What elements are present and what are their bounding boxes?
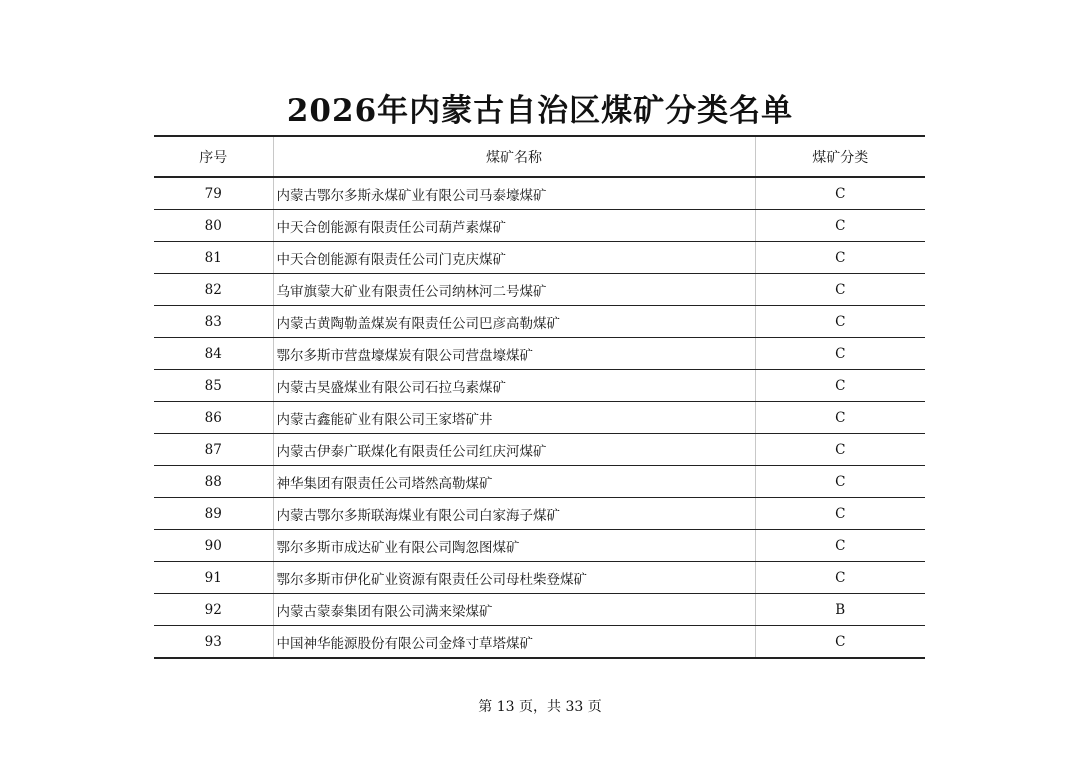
- table-row: [154, 466, 925, 498]
- page-title: 2026年内蒙古自治区煤矿分类名单: [286, 93, 794, 129]
- row-serial-number: 85: [154, 370, 273, 402]
- table-row: [154, 530, 925, 562]
- row-mine-name: 内蒙古伊泰广联煤化有限责任公司红庆河煤矿: [273, 434, 755, 466]
- row-mine-class: C: [755, 177, 925, 210]
- row-serial-number: 90: [154, 530, 273, 562]
- row-serial-number: 88: [154, 466, 273, 498]
- row-mine-class: C: [755, 434, 925, 466]
- table-header-row: [154, 136, 925, 177]
- table-row: [154, 498, 925, 530]
- row-mine-class: C: [755, 306, 925, 338]
- row-mine-name: 内蒙古鄂尔多斯永煤矿业有限公司马泰壕煤矿: [273, 177, 755, 210]
- table-row: [154, 594, 925, 626]
- table-row: [154, 274, 925, 306]
- row-serial-number: 80: [154, 210, 273, 242]
- table-row: [154, 370, 925, 402]
- table-row: [154, 434, 925, 466]
- row-serial-number: 84: [154, 338, 273, 370]
- row-serial-number: 93: [154, 626, 273, 659]
- row-serial-number: 91: [154, 562, 273, 594]
- row-serial-number: 82: [154, 274, 273, 306]
- row-mine-class: B: [755, 594, 925, 626]
- row-mine-class: C: [755, 242, 925, 274]
- row-mine-class: C: [755, 498, 925, 530]
- page-number-footer: 第 13 页，共 33 页: [478, 699, 602, 715]
- coal-mine-table: [154, 135, 925, 659]
- row-mine-name: 内蒙古鑫能矿业有限公司王家塔矿井: [273, 402, 755, 434]
- row-mine-name: 内蒙古鄂尔多斯联海煤业有限公司白家海子煤矿: [273, 498, 755, 530]
- row-mine-class: C: [755, 274, 925, 306]
- row-mine-name: 鄂尔多斯市营盘壕煤炭有限公司营盘壕煤矿: [273, 338, 755, 370]
- table-row: [154, 242, 925, 274]
- row-mine-class: C: [755, 402, 925, 434]
- row-mine-class: C: [755, 370, 925, 402]
- header-mine-name: 煤矿名称: [273, 136, 755, 177]
- row-mine-name: 神华集团有限责任公司塔然高勒煤矿: [273, 466, 755, 498]
- row-mine-name: 中天合创能源有限责任公司葫芦素煤矿: [273, 210, 755, 242]
- row-serial-number: 92: [154, 594, 273, 626]
- row-serial-number: 83: [154, 306, 273, 338]
- table-row: [154, 177, 925, 210]
- row-mine-name: 内蒙古蒙泰集团有限公司满来梁煤矿: [273, 594, 755, 626]
- header-serial-number: 序号: [154, 136, 273, 177]
- table-row: [154, 562, 925, 594]
- table-row: [154, 338, 925, 370]
- table-row: [154, 402, 925, 434]
- row-mine-name: 内蒙古黄陶勒盖煤炭有限责任公司巴彦高勒煤矿: [273, 306, 755, 338]
- row-mine-class: C: [755, 626, 925, 659]
- row-mine-name: 内蒙古昊盛煤业有限公司石拉乌素煤矿: [273, 370, 755, 402]
- row-mine-name: 中天合创能源有限责任公司门克庆煤矿: [273, 242, 755, 274]
- table-row: [154, 626, 925, 659]
- header-mine-class: 煤矿分类: [755, 136, 925, 177]
- row-mine-class: C: [755, 466, 925, 498]
- row-mine-class: C: [755, 530, 925, 562]
- row-mine-class: C: [755, 210, 925, 242]
- row-mine-name: 乌审旗蒙大矿业有限责任公司纳林河二号煤矿: [273, 274, 755, 306]
- row-serial-number: 79: [154, 177, 273, 210]
- row-serial-number: 86: [154, 402, 273, 434]
- row-mine-class: C: [755, 562, 925, 594]
- row-serial-number: 87: [154, 434, 273, 466]
- row-serial-number: 81: [154, 242, 273, 274]
- row-mine-name: 中国神华能源股份有限公司金烽寸草塔煤矿: [273, 626, 755, 659]
- row-mine-name: 鄂尔多斯市成达矿业有限公司陶忽图煤矿: [273, 530, 755, 562]
- table-row: [154, 210, 925, 242]
- row-serial-number: 89: [154, 498, 273, 530]
- row-mine-class: C: [755, 338, 925, 370]
- table-row: [154, 306, 925, 338]
- row-mine-name: 鄂尔多斯市伊化矿业资源有限责任公司母杜柴登煤矿: [273, 562, 755, 594]
